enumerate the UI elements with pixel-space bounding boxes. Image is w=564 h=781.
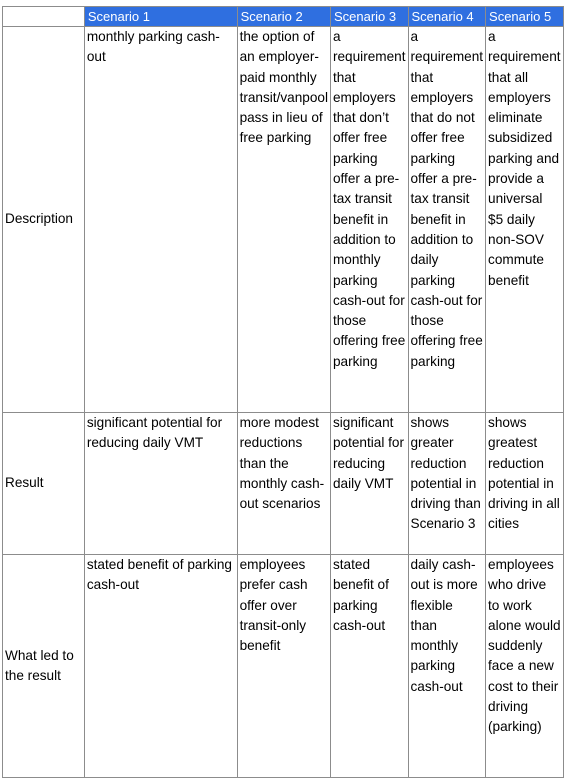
row-header-description: Description (3, 27, 85, 413)
table-cell: employees who drive to work alone would suddenly face a new cost to their driving (parking) (486, 555, 564, 778)
table-cell: the option of an employer-paid monthly transit/vanpool pass in lieu of free parking (237, 27, 330, 413)
table-cell: shows greatest reduction potential in driving in all cities (486, 413, 564, 555)
table-cell: a requirement that all employers eliminate subsidized parking and provide a universal $5 daily non-SOV commute benefit (486, 27, 564, 413)
table-cell: employees prefer cash offer over transit-only benefit (237, 555, 330, 778)
table-cell: shows greater reduction potential in driving than Scenario 3 (408, 413, 486, 555)
table-cell: more modest reductions than the monthly cash-out scenarios (237, 413, 330, 555)
corner-cell (3, 7, 85, 27)
table-cell: stated benefit of parking cash-out (330, 555, 408, 778)
scenario-comparison-table (2, 6, 564, 778)
table-cell: significant potential for reducing daily VMT (84, 413, 237, 555)
column-header-scenario-2: Scenario 2 (237, 7, 330, 27)
table-cell: monthly parking cash-out (84, 27, 237, 413)
column-header-scenario-5: Scenario 5 (486, 7, 564, 27)
column-header-scenario-4: Scenario 4 (408, 7, 486, 27)
table-row (3, 413, 564, 555)
row-header-result: Result (3, 413, 85, 555)
header-row (3, 7, 564, 27)
table-cell: stated benefit of parking cash-out (84, 555, 237, 778)
table-cell: daily cash-out is more flexible than monthly parking cash-out (408, 555, 486, 778)
column-header-scenario-3: Scenario 3 (330, 7, 408, 27)
table-cell: a requirement that employers that don’t offer free parking offer a pre-tax transit benefit in addition to monthly parking cash-out for those offering free parking (330, 27, 408, 413)
column-header-scenario-1: Scenario 1 (84, 7, 237, 27)
table-cell: a requirement that employers that do not offer free parking offer a pre-tax transit benefit in addition to daily parking cash-out for those offering free parking (408, 27, 486, 413)
row-header-what-led-to-result: What led to the result (3, 555, 85, 778)
table-row (3, 555, 564, 778)
table-row (3, 27, 564, 413)
table-cell: significant potential for reducing daily VMT (330, 413, 408, 555)
